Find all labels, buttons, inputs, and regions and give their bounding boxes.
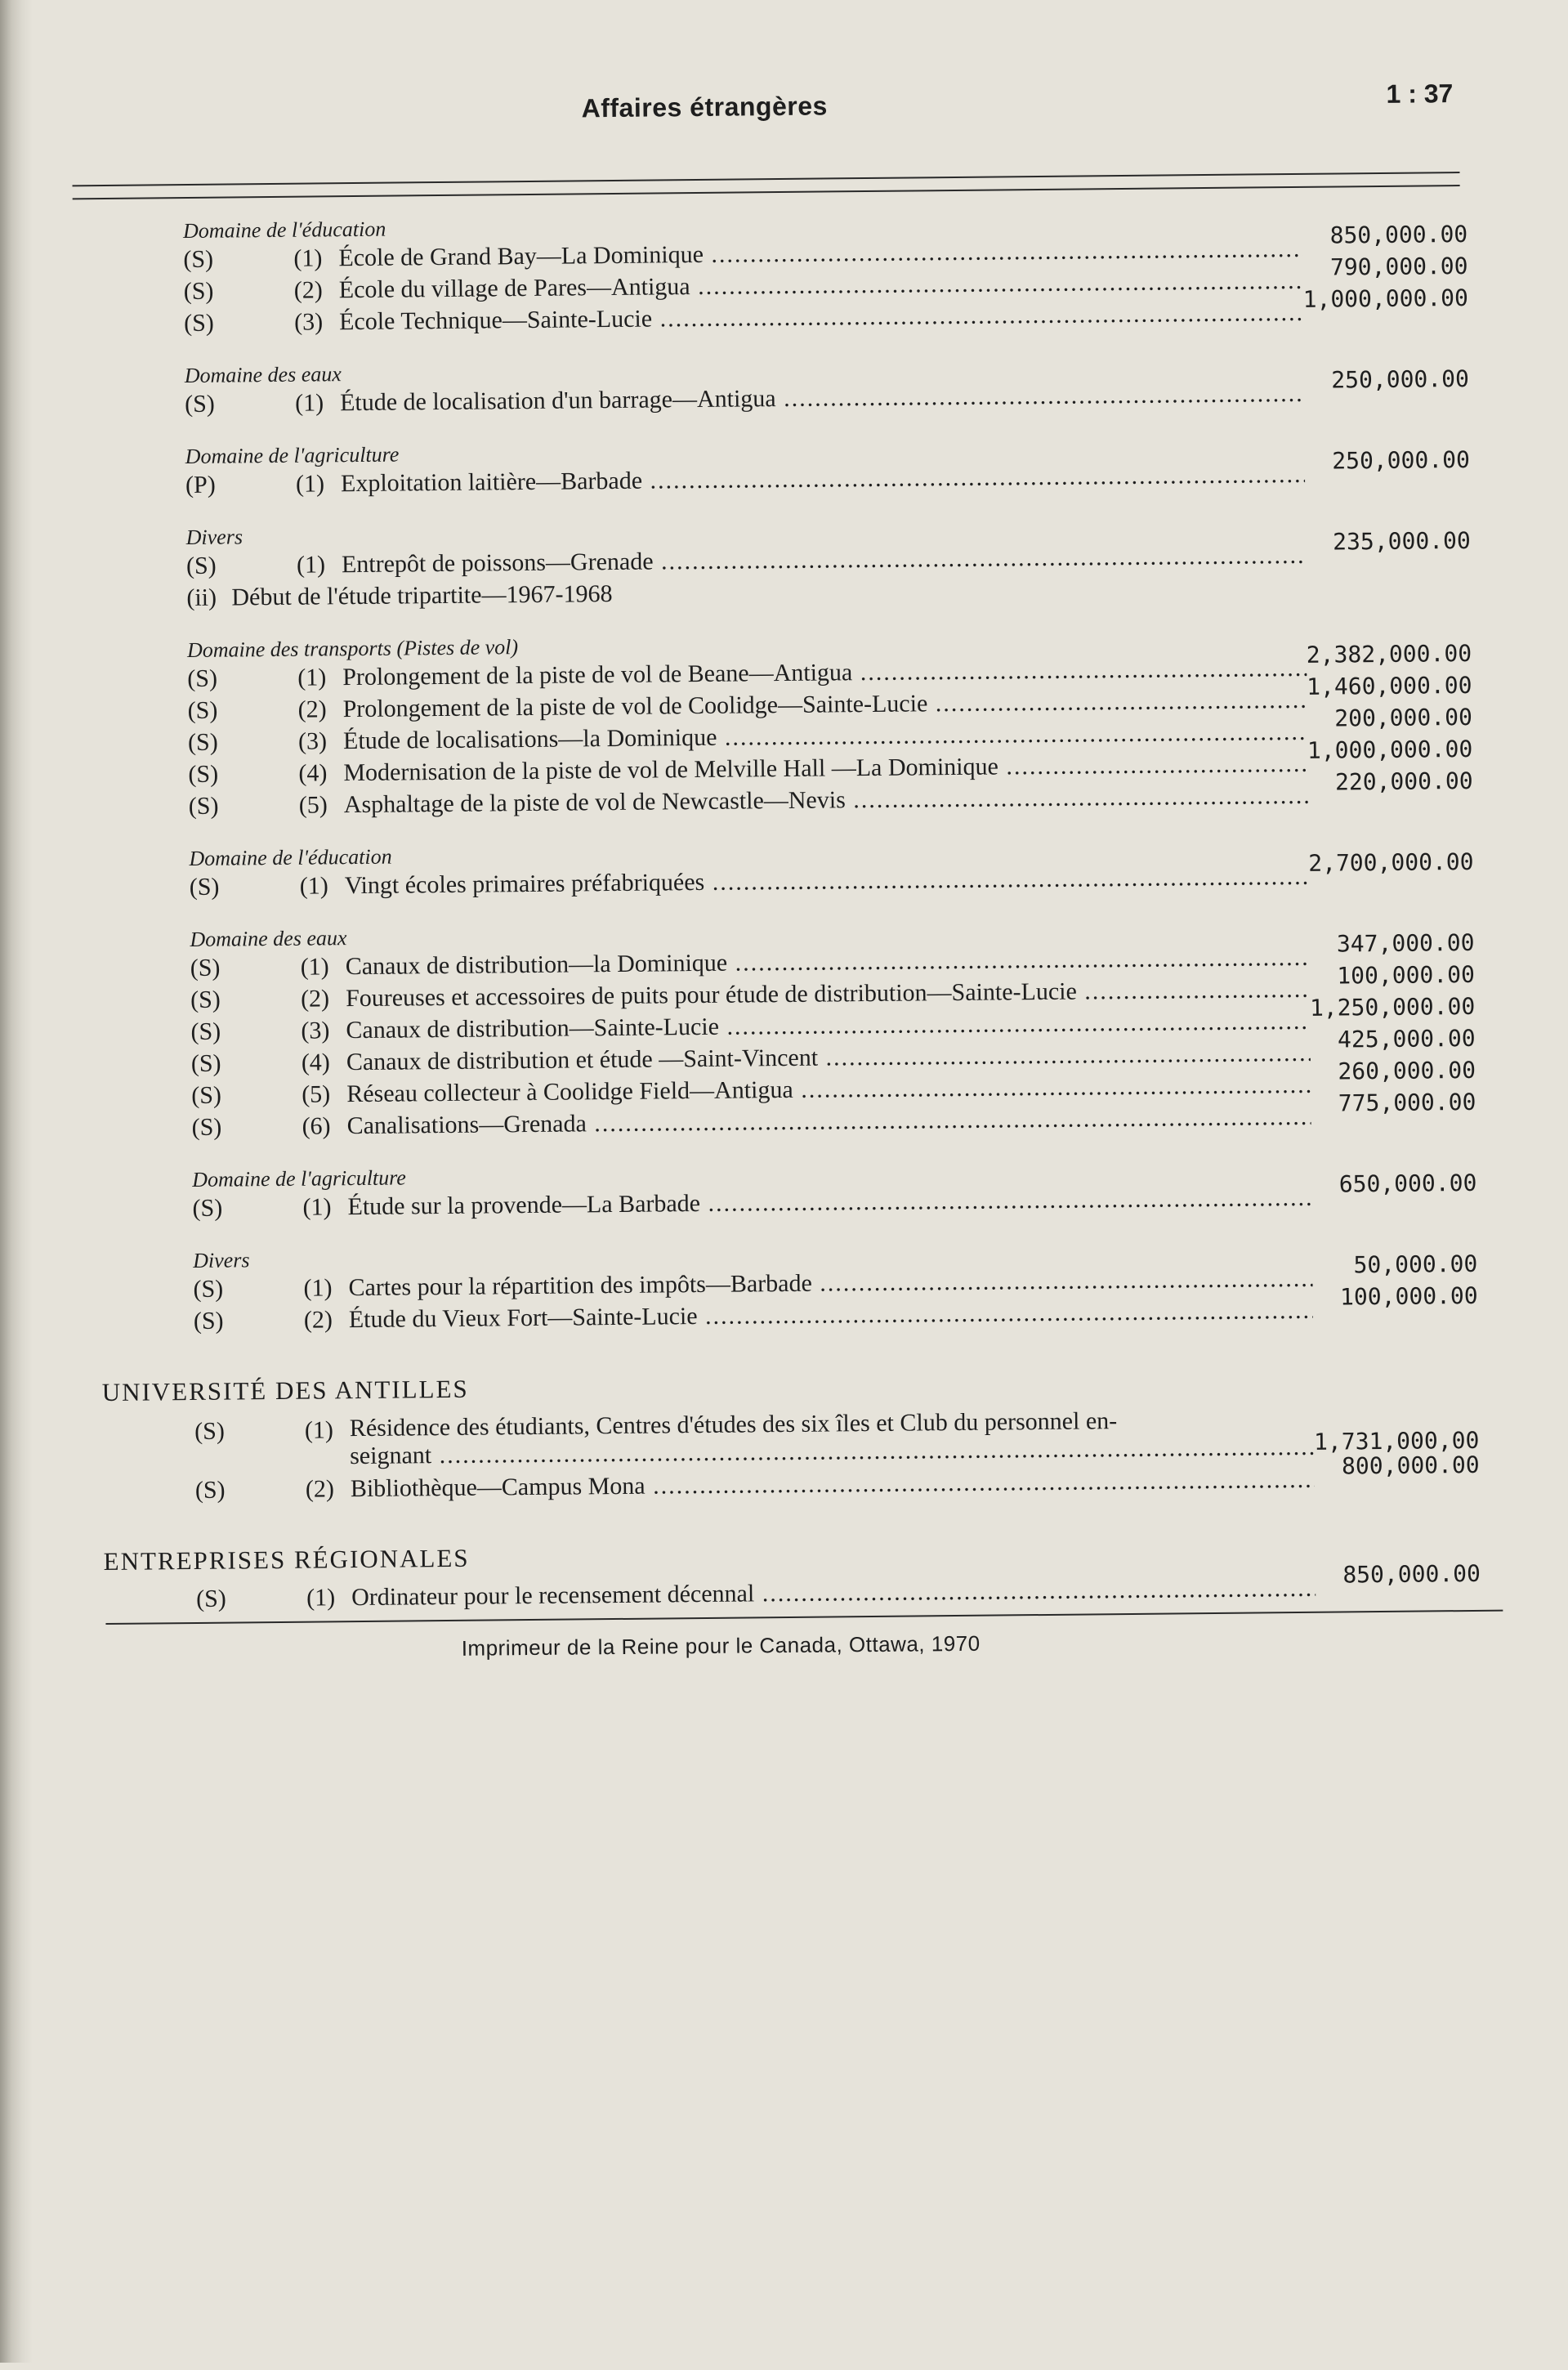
item-code: (S) [188, 760, 219, 788]
item-description: Entrepôt de poissons—Grenade ..... [342, 542, 1306, 579]
item-code: (S) [187, 664, 218, 693]
item-code: (S) [183, 277, 214, 306]
item-amount: 50,000.00 [1353, 1250, 1478, 1279]
item-description-line2: seignant ..... [350, 1433, 1314, 1470]
item-number: (3) [301, 1017, 330, 1044]
item-code: (S) [184, 309, 214, 338]
item-number: (3) [293, 308, 324, 336]
item-code: (S) [193, 1307, 224, 1335]
item-description: Prolongement de la piste de vol de Beane—Antigua ..... [342, 655, 1307, 691]
item-amount: 100,000.00 [1339, 1281, 1478, 1311]
item-number: (1) [306, 1584, 336, 1612]
item-amount: 100,000.00 [1337, 960, 1476, 990]
item-amount: 260,000.00 [1338, 1056, 1476, 1085]
item-description: École de Grand Bay—La Dominique ..... [338, 235, 1302, 272]
item-description: Étude sur la provende—La Barbade ..... [347, 1184, 1311, 1221]
item-code: (P) [185, 471, 216, 499]
item-code: (S) [188, 792, 219, 820]
item-description: Canaux de distribution et étude —Saint-Vincent ..... [346, 1040, 1311, 1076]
item-amount: 347,000.00 [1336, 928, 1475, 958]
item-code: (S) [189, 873, 220, 901]
item-amount: 790,000.00 [1329, 252, 1468, 281]
item-amount: 850,000.00 [1342, 1559, 1481, 1589]
item-code: (S) [190, 986, 221, 1013]
section-title: ENTREPRISES RÉGIONALES [103, 1543, 470, 1576]
item-amount: 1,731,000,00 [1313, 1426, 1480, 1456]
item-code: (S) [190, 1049, 221, 1077]
item-description: Canalisations—Grenada ..... [346, 1103, 1311, 1140]
item-number: (1) [300, 953, 329, 981]
item-number: (5) [302, 1080, 331, 1108]
item-amount: 2,700,000.00 [1308, 847, 1474, 877]
group-heading: Divers [185, 525, 243, 550]
item-code: (S) [183, 245, 214, 274]
item-description: Canaux de distribution—Sainte-Lucie ..... [346, 1008, 1310, 1044]
item-amount: 775,000.00 [1338, 1088, 1476, 1117]
group-heading: Domaine de l'agriculture [192, 1165, 407, 1192]
item-code: (S) [192, 1194, 223, 1222]
group-heading: Domaine de l'éducation [182, 217, 386, 244]
item-code: (ii) [186, 584, 217, 612]
item-amount: 650,000.00 [1338, 1169, 1477, 1198]
item-code: (S) [195, 1585, 226, 1612]
item-description: Canaux de distribution—la Dominique ..... [346, 944, 1310, 981]
group-heading: Domaine des transports (Pistes de vol) [186, 635, 519, 663]
group-heading: Domaine de l'éducation [189, 844, 392, 870]
item-number: (1) [303, 1274, 333, 1302]
item-amount: 220,000.00 [1334, 767, 1473, 796]
item-description: Ordinateur pour le recensement décennal ..... [351, 1575, 1316, 1612]
item-amount: 200,000.00 [1334, 703, 1473, 732]
list-item [84, 1404, 1494, 1473]
item-amount: 1,000,000.00 [1302, 284, 1469, 313]
item-code: (S) [191, 1113, 222, 1141]
item-number: (1) [302, 1193, 332, 1221]
item-description: Bibliothèque—Campus Mona ..... [351, 1466, 1315, 1503]
item-description: Foureuses et accessoires de puits pour étude de distribution—Sainte-Lucie ..... [346, 976, 1310, 1013]
item-description: Prolongement de la piste de vol de Coolidge—Sainte-Lucie ..... [342, 686, 1307, 723]
item-description: Étude du Vieux Fort—Sainte-Lucie ..... [349, 1297, 1313, 1334]
item-code: (S) [194, 1417, 226, 1445]
item-number: (1) [293, 244, 323, 272]
item-code: (S) [187, 728, 218, 757]
item-description: Étude de localisation d'un barrage—Antigua ..... [340, 380, 1304, 417]
item-description: Vingt écoles primaires préfabriquées ..... [345, 863, 1309, 900]
item-number: (6) [302, 1112, 331, 1140]
item-number: (5) [298, 791, 328, 819]
item-description: Étude de localisations—la Dominique ..... [343, 718, 1307, 755]
section-title: UNIVERSITÉ DES ANTILLES [101, 1374, 469, 1407]
item-number: (1) [304, 1416, 334, 1444]
item-number: (1) [294, 389, 324, 417]
item-number: (2) [303, 1306, 333, 1334]
top-double-rule [73, 172, 1460, 199]
item-number: (1) [295, 470, 325, 498]
item-description: Cartes pour la répartition des impôts—Barbade ..... [348, 1265, 1312, 1302]
item-code: (S) [193, 1275, 224, 1303]
item-description: École du village de Pares—Antigua ..... [339, 267, 1303, 304]
item-amount: 850,000.00 [1329, 220, 1468, 249]
item-number: (4) [298, 759, 328, 787]
item-number: (2) [305, 1475, 335, 1503]
item-number: (2) [297, 695, 327, 723]
item-amount: 250,000.00 [1331, 364, 1470, 394]
item-code: (S) [184, 390, 215, 418]
item-amount: 800,000.00 [1341, 1451, 1480, 1480]
printer-imprint: Imprimeur de la Reine pour le Canada, Ottawa, 1970 [461, 1630, 981, 1661]
item-description [350, 1406, 1315, 1470]
item-description: Asphaltage de la piste de vol de Newcastle—Nevis ..... [344, 782, 1308, 819]
item-amount: 1,250,000.00 [1309, 992, 1476, 1022]
group-heading: Domaine des eaux [184, 362, 342, 388]
item-amount: 250,000.00 [1332, 445, 1470, 475]
group-heading: Domaine des eaux [190, 926, 347, 951]
item-code: (S) [185, 552, 217, 580]
item-description-line1: Résidence des étudiants, Centres d'études des six îles et Club du personnel en- [349, 1407, 1118, 1442]
item-description: Début de l'étude tripartite—1967-1968 [231, 580, 613, 611]
item-amount: 2,382,000.00 [1306, 639, 1472, 669]
item-amount: 425,000.00 [1337, 1024, 1476, 1053]
item-amount: 235,000.00 [1333, 526, 1471, 556]
running-title: Affaires étrangères [581, 91, 829, 123]
item-number: (1) [297, 664, 327, 691]
item-code: (S) [190, 954, 221, 982]
item-number: (4) [301, 1049, 330, 1076]
item-code: (S) [194, 1476, 226, 1504]
item-number: (2) [293, 276, 323, 304]
item-number: (2) [300, 985, 330, 1013]
group-heading: Domaine de l'agriculture [185, 442, 400, 469]
page-number: 1 : 37 [1386, 78, 1454, 109]
item-amount: 1,000,000.00 [1307, 735, 1473, 764]
group-heading: Divers [193, 1248, 250, 1272]
item-description: Modernisation de la piste de vol de Melville Hall —La Dominique ..... [343, 750, 1307, 787]
item-number: (3) [297, 727, 328, 755]
item-code: (S) [191, 1081, 222, 1109]
item-description: Réseau collecteur à Coolidge Field—Antigua ..... [346, 1071, 1311, 1108]
item-number: (1) [296, 551, 326, 579]
item-code: (S) [187, 696, 218, 725]
item-description: Exploitation laitière—Barbade ..... [341, 461, 1305, 498]
item-code: (S) [190, 1017, 221, 1045]
estimates-list [73, 204, 1495, 1618]
item-description: École Technique—Sainte-Lucie ..... [339, 299, 1303, 336]
item-number: (1) [299, 872, 328, 900]
item-amount: 1,460,000.00 [1307, 671, 1472, 700]
